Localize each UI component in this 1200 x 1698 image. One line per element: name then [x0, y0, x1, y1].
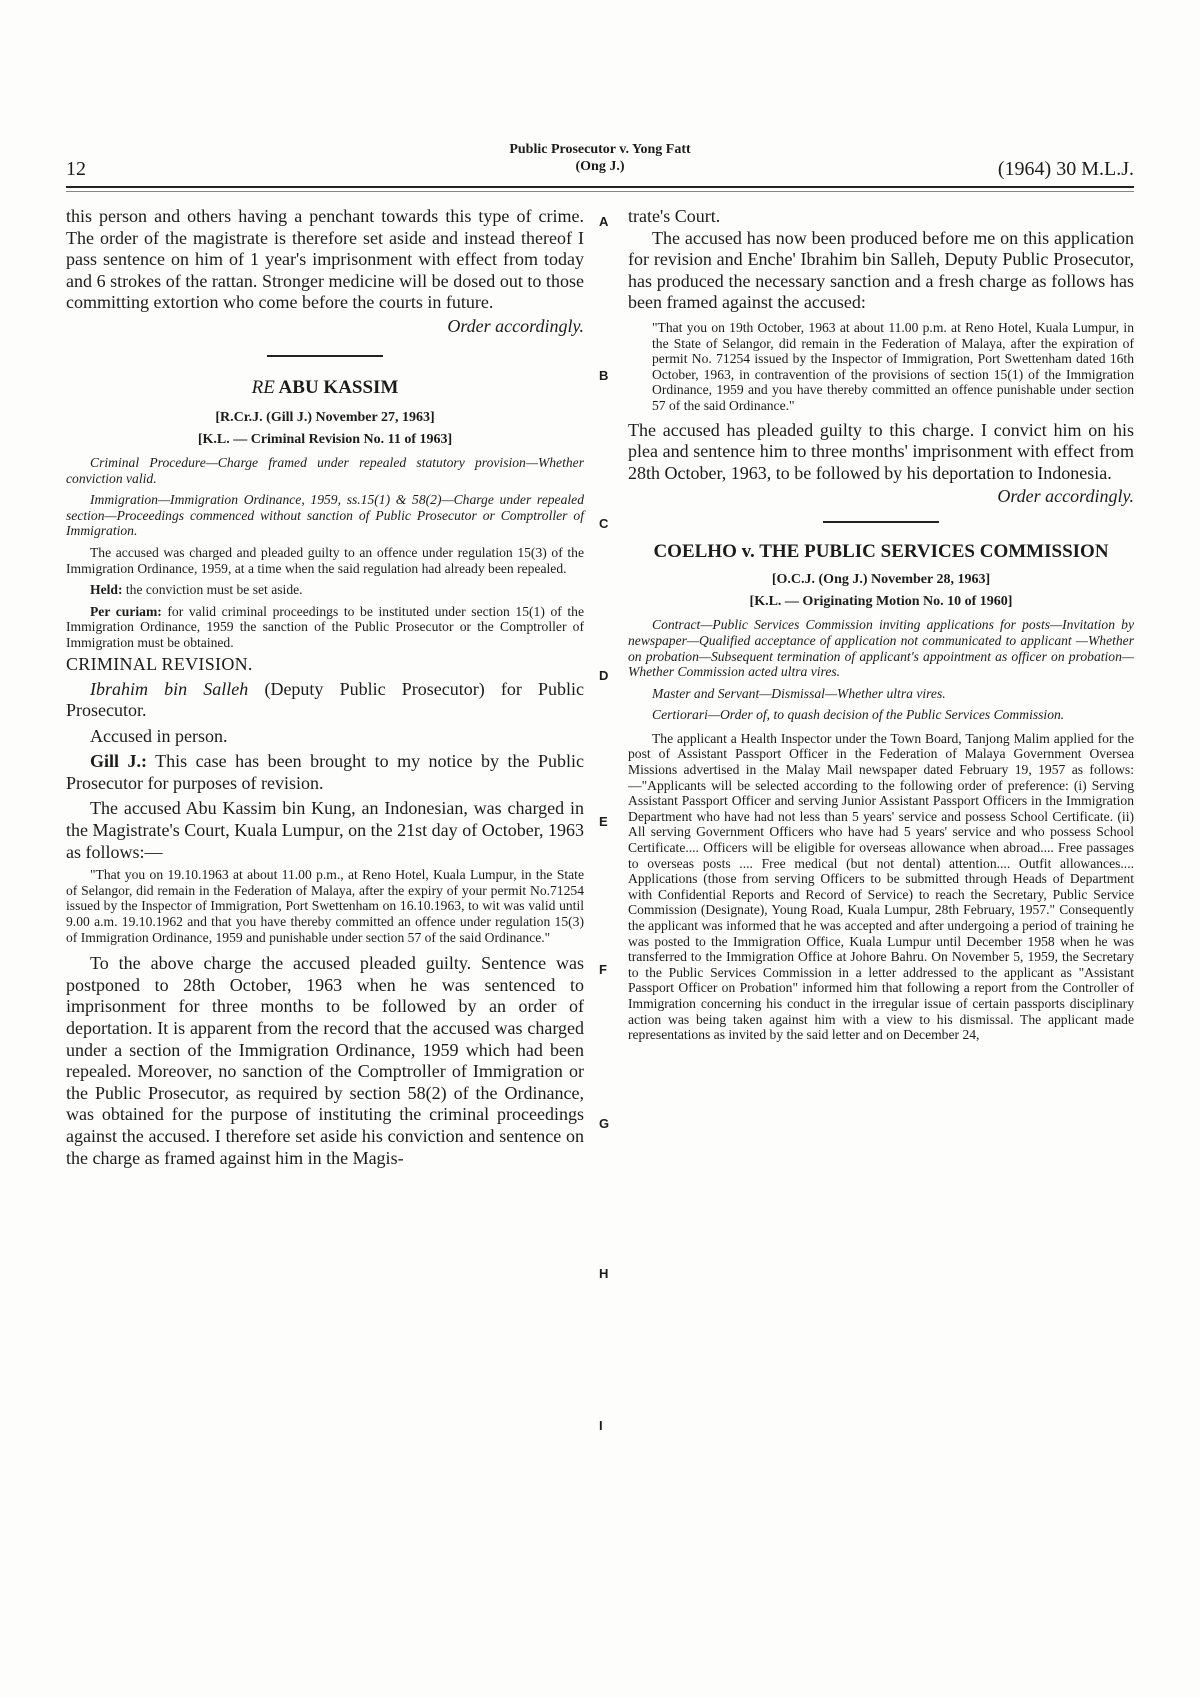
- counsel: [66, 679, 584, 722]
- running-head-line2: (Ong J.): [575, 159, 625, 174]
- catchwords-certiorari: Certiorari—Order of, to quash decision of the Public Services Commission.: [652, 707, 1065, 723]
- per-curiam-label: Per curiam:: [90, 603, 162, 619]
- held: [66, 582, 584, 598]
- judge-label: Gill J.:: [90, 751, 147, 772]
- order-accordingly-right: Order accordingly.: [997, 486, 1134, 507]
- margin-letter-b: B: [599, 368, 609, 383]
- margin-letter-f: F: [599, 962, 607, 977]
- per-curiam: [66, 604, 584, 651]
- margin-letter-d: D: [599, 668, 609, 683]
- fresh-charge-quotation: "That you on 19th October, 1963 at about 11.00 p.m. at Reno Hotel, Kuala Lumpur, in the State of Selangor, did remain in the Federation of Malaya, after the expiration of permit No. 71254 issued by the Inspector of Immigration, Port Swettenham dated 16th October, 1963, in contravention of the provisions of section 15(1) of the Immigration Ordinance, 1959 and you have thereby committed an offence punishable under section 57 of the said Ordinance.": [652, 319, 1134, 413]
- page-number: 12: [66, 158, 86, 180]
- counsel-role: (Deputy Public Prosecutor) for Public Prosecutor.: [66, 678, 584, 721]
- charge-paragraph: The accused Abu Kassim bin Kung, an Indonesian, was charged in the Magistrate's Court, Kuala Lumpur, on the 21st day of October, 1963 as follows:—: [66, 798, 584, 862]
- order-accordingly: Order accordingly.: [447, 315, 584, 336]
- catchwords-master-servant: Master and Servant—Dismissal—Whether ultra vires.: [652, 685, 946, 701]
- headnote-right: The applicant a Health Inspector under the Town Board, Tanjong Malim applied for the post of Assistant Passport Officer in the Federation of Malaya Government Oversea Missions advertised in the Malay Mail newspaper dated February 19, 1957 as follows:—"Applicants will be selected according to the following order of preference: (i) Serving Assistant Passport Officer and serving Junior Assistant Passport Officers in the Immigration Department who have had not less than 5 years' service and possess School Certificate. (ii) All serving Government Officers who have had 5 years' service and who possess School Certificate.... Officers will be eligible for overseas allowance when abroad.... Free passages to overseas posts .... Free medical (but not dental) attention.... Outfit allowances.... Applications (those from serving Officers to be submitted through Heads of Department with Confidential Reports and Record of Service) to reach the Secretary, Public Service Commission (Designate), Young Road, Kuala Lumpur, 28th February, 1957." Consequently the applicant was informed that he was accepted and after undergoing a period of training he was posted to the Immigration Office, Kuala Lumpur until December 1958 when he was transferred to the Immigration Office at Johore Bahru. On November 5, 1959, the Secretary to the Public Services Commission in a letter addressed to the applicant as "Assistant Passport Officer on Probation" informed him that following a report from the Controller of Immigration concerning his conduct in the irregular issue of certain passports disciplinary action was being taken against him with a view to his dismissal. The applicant made representations as invited by the said letter and on December 24,: [628, 730, 1134, 1043]
- section-heading-criminal-revision: CRIMINAL REVISION.: [66, 653, 253, 674]
- left-paragraph-continued: this person and others having a penchant towards this type of crime. The order of the magistrate is therefore set aside and instead thereof I pass sentence on him of 1 year's imprisonment with effect from today and 6 strokes of the rattan. Stronger medicine will be dosed out to those committing extortion who come before the courts in future.: [66, 206, 584, 313]
- case-title-re-abu-kassim: [66, 377, 584, 399]
- case-title-coelho: COELHO v. THE PUBLIC SERVICES COMMISSION: [653, 541, 1109, 563]
- headnote: The accused was charged and pleaded guilty to an offence under regulation 15(3) of the Immigration Ordinance, 1959, at a time when the said regulation had already been repealed.: [66, 544, 584, 576]
- accused-in-person: Accused in person.: [90, 725, 228, 746]
- section-separator-right: [823, 521, 939, 523]
- case-reference-court: [R.Cr.J. (Gill J.) November 27, 1963]: [215, 409, 435, 425]
- charge-quotation: "That you on 19.10.1963 at about 11.00 p.m., at Reno Hotel, Kuala Lumpur, in the State of Selangor, did remain in the Federation of Malaya, after the expiry of your permit No.71254 issued by the Inspector of Immigration, Port Swettenham on 16.10.1963, to wit was valid until 9.00 a.m. 19.10.1962 and that you have thereby committed an offence under regulation 15(3) of Immigration Ordinance, 1959 and punishable under section 57 of the said Ordinance.": [66, 867, 584, 945]
- running-head-line1: Public Prosecutor v. Yong Fatt: [509, 142, 691, 157]
- judgment-opening-text: This case has been brought to my notice by the Public Prosecutor for purposes of revision.: [66, 751, 585, 793]
- section-separator: [267, 355, 383, 357]
- margin-letter-a: A: [599, 214, 609, 229]
- margin-letter-h: H: [599, 1266, 609, 1281]
- fresh-charge-paragraph: The accused has now been produced before me on this application for revision and Enche' Ibrahim bin Salleh, Deputy Public Prosecutor, has produced the necessary sanction and a fresh charge as follows has been framed against the accused:: [628, 227, 1134, 313]
- catchwords-contract: Contract—Public Services Commission inviting applications for posts—Invitation by newspaper—Qualified acceptance of application not communicated to applicant —Whether on probation—Subsequent termination of applicant's appointment as officer on probation—Whether Commission acted ultra vires.: [628, 617, 1134, 680]
- header-rule-thin: [66, 191, 1134, 192]
- catchwords-criminal-procedure: Criminal Procedure—Charge framed under repealed statutory provision—Whether conviction valid.: [66, 454, 584, 486]
- left-column: [66, 206, 584, 1169]
- margin-letter-i: I: [599, 1418, 603, 1433]
- header-rule: [66, 186, 1134, 188]
- case-reference-number: [K.L. — Criminal Revision No. 11 of 1963]: [197, 431, 453, 447]
- case-title-name: ABU KASSIM: [278, 376, 399, 398]
- held-label: Held:: [90, 582, 123, 598]
- journal-citation: (1964) 30 M.L.J.: [997, 158, 1134, 180]
- margin-letter-g: G: [599, 1116, 610, 1131]
- right-paragraph-continued: trate's Court.: [628, 206, 721, 226]
- case-reference-court-right: [O.C.J. (Ong J.) November 28, 1963]: [771, 572, 991, 588]
- plea-paragraph: To the above charge the accused pleaded guilty. Sentence was postponed to 28th October, 1963 when he was sentenced to imprisonment for three months to be followed by an order of deportation. It is apparent from the record that the accused was charged under a section of the Immigration Ordinance, 1959 which had been repealed. Moreover, no sanction of the Comptroller of Immigration or the Public Prosecutor, as required by section 58(2) of the Ordinance, was obtained for the purpose of instituting the criminal proceedings against the accused. I therefore set aside his conviction and sentence on the charge as framed against him in the Magis-: [66, 953, 584, 1168]
- right-column: [628, 206, 1134, 1043]
- margin-letter-c: C: [599, 516, 609, 531]
- conviction-paragraph: The accused has pleaded guilty to this charge. I convict him on his plea and sentence him to three months' imprisonment with effect from 28th October, 1963, to be followed by his deportation to Indonesia.: [628, 419, 1134, 483]
- judgment-opening: [66, 751, 584, 794]
- margin-letter-e: E: [599, 814, 608, 829]
- case-title-re: RE: [251, 376, 275, 398]
- case-reference-number-right: [K.L. — Originating Motion No. 10 of 1960]: [749, 594, 1013, 610]
- catchwords-immigration: Immigration—Immigration Ordinance, 1959, ss.15(1) & 58(2)—Charge under repealed section—Proceedings commenced without sanction of Public Prosecutor or Comptroller of Immigration.: [66, 492, 584, 539]
- held-text: the conviction must be set aside.: [122, 582, 303, 598]
- counsel-name: Ibrahim bin Salleh: [90, 678, 249, 699]
- per-curiam-text: for valid criminal proceedings to be instituted under section 15(1) of the Immigration Ordinance, 1959 the sanction of the Public Prosecutor or the Comptroller of Immigration must be obtained.: [66, 603, 584, 650]
